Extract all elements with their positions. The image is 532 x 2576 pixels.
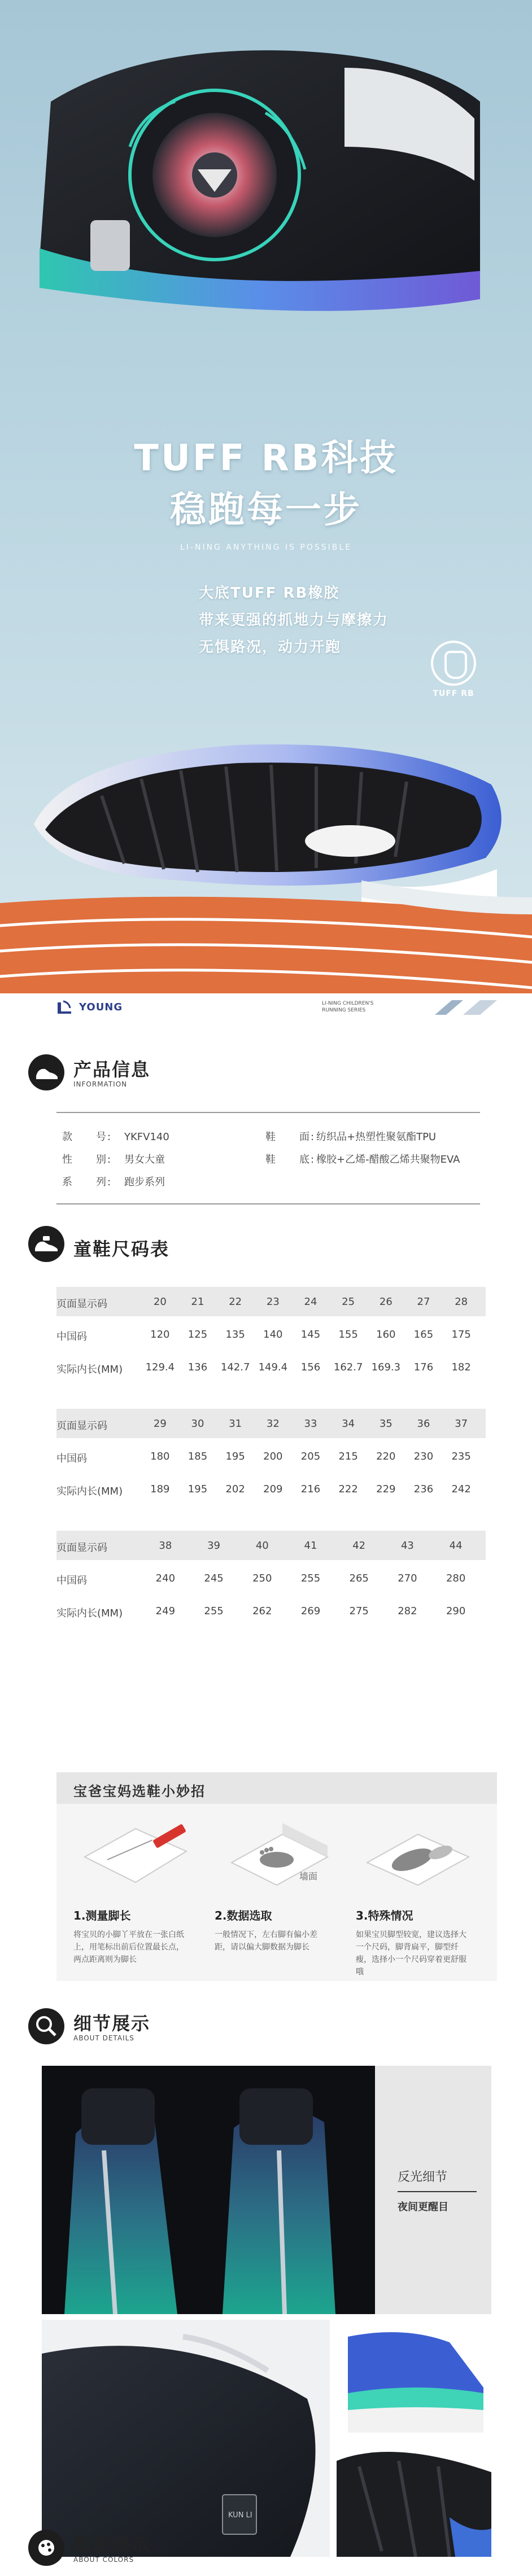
size-cell: 205 (300, 1451, 321, 1462)
shoe-top-closeup (28, 34, 497, 327)
detail-caption-panel (375, 2066, 491, 2314)
info-value: YKFV140 (124, 1131, 169, 1143)
size-cell: 235 (451, 1451, 471, 1462)
tip-text: 如果宝贝脚型较宽，建议选择大一个尺码，脚背扁平，脚型纤瘦，选择小一个尺码穿着更舒服哦 (356, 1930, 466, 1977)
hero-feature-3: 无惧路况，动力开跑 (199, 639, 342, 656)
size-row-label: 实际内长(MM) (56, 1607, 123, 1619)
section-header-colors (28, 2529, 503, 2568)
size-row-inner (56, 1352, 486, 1382)
section-title: 童鞋尺码表 (73, 1238, 170, 1260)
wall-label: 墙面 (299, 1871, 318, 1882)
size-cell: 31 (229, 1418, 242, 1430)
tips-banner (56, 1772, 497, 1804)
size-cell: 262 (252, 1605, 272, 1617)
size-cell: 44 (449, 1540, 463, 1552)
detail-caption-sub: 夜间更醒目 (398, 2201, 448, 2213)
hero-feature-2: 带来更强的抓地力与摩擦力 (199, 612, 389, 629)
tuff-rb-badge-label: TUFF RB (433, 689, 474, 698)
size-cell: 290 (446, 1605, 466, 1617)
tip-text: 将宝贝的小脚丫平放在一张白纸上，用笔标出前后位置最长点，两点距离则为脚长 (73, 1930, 184, 1964)
size-cell: 250 (252, 1572, 272, 1584)
size-cell: 21 (191, 1296, 204, 1308)
brand-footer (0, 993, 532, 1022)
divider (56, 1203, 480, 1204)
size-cell: 255 (300, 1572, 321, 1584)
size-row-display (56, 1531, 486, 1560)
info-key: 鞋 面: (265, 1131, 316, 1143)
size-cell: 269 (300, 1605, 321, 1617)
info-key: 款 号: (62, 1131, 112, 1143)
size-cell: 41 (304, 1540, 317, 1552)
size-cell: 240 (155, 1572, 176, 1584)
brand-young: YOUNG (79, 1001, 123, 1013)
hero-banner (0, 0, 532, 1022)
section-header-size-chart (28, 1225, 503, 1264)
detail-photo-heel-reflective (42, 2066, 375, 2314)
running-track (0, 880, 532, 993)
series-label (322, 1000, 373, 1014)
hero-title-line2: 稳跑每一步 (170, 489, 362, 531)
info-key: 性 别: (62, 1154, 112, 1166)
section-subtitle: ABOUT DETAILS (73, 2034, 134, 2042)
size-cell: 280 (446, 1572, 466, 1584)
size-cell: 140 (263, 1329, 283, 1340)
info-style-number (62, 1129, 169, 1144)
detail-photo-toe (42, 2320, 330, 2557)
tips-banner-title: 宝爸宝妈选鞋小妙招 (73, 1784, 206, 1799)
size-cell: 156 (300, 1361, 321, 1373)
section-title: 细节展示 (73, 2013, 151, 2034)
tip-text: 一般情况下，左右脚有偏小差距，请以偏大脚数据为脚长 (215, 1930, 317, 1952)
detail-photo-heel-side (337, 2320, 491, 2433)
size-cell: 230 (413, 1451, 434, 1462)
size-cell: 200 (263, 1451, 283, 1462)
divider (398, 2191, 477, 2192)
size-cell: 169.3 (371, 1361, 401, 1373)
size-cell: 275 (349, 1605, 369, 1617)
tip-special (356, 1817, 491, 1978)
shoe-tag: KUN LI (228, 2511, 252, 2520)
size-cell: 28 (455, 1296, 468, 1308)
magnifier-icon (28, 2008, 64, 2044)
size-cell: 255 (204, 1605, 224, 1617)
info-value: 橡胶+乙烯-醋酸乙烯共聚物EVA (316, 1154, 460, 1166)
series-logo-mark (429, 998, 503, 1017)
size-row-display (56, 1409, 486, 1438)
size-cell: 195 (187, 1483, 208, 1495)
size-cell: 20 (153, 1296, 167, 1308)
size-cell: 165 (413, 1329, 434, 1340)
info-value: 纺织品+热塑性聚氨酯TPU (316, 1131, 437, 1143)
size-cell: 23 (266, 1296, 280, 1308)
size-row-label: 实际内长(MM) (56, 1364, 123, 1375)
foot-wall-illustration (215, 1817, 339, 1896)
footprint-icon (431, 641, 476, 686)
size-cell: 145 (300, 1329, 321, 1340)
size-cell: 39 (207, 1540, 220, 1552)
tip-title: 1.测量脚长 (73, 1909, 131, 1922)
size-cell: 142.7 (220, 1361, 250, 1373)
size-cell: 129.4 (145, 1361, 175, 1373)
tip-title: 2.数据选取 (215, 1909, 272, 1922)
size-cell: 22 (229, 1296, 242, 1308)
kids-shoe-icon (28, 1226, 64, 1262)
size-cell: 33 (304, 1418, 317, 1430)
size-cell: 29 (153, 1418, 167, 1430)
size-row-label: 中国码 (56, 1453, 87, 1465)
tip-data (215, 1817, 350, 1953)
size-row-chinese (56, 1320, 486, 1349)
info-series (62, 1174, 165, 1189)
size-row-label: 中国码 (56, 1331, 87, 1343)
size-tips-panel (56, 1772, 497, 1981)
info-key: 鞋 底: (265, 1154, 316, 1166)
size-cell: 245 (204, 1572, 224, 1584)
size-cell: 249 (155, 1605, 176, 1617)
size-cell: 42 (352, 1540, 366, 1552)
size-cell: 25 (342, 1296, 355, 1308)
size-cell: 195 (225, 1451, 245, 1462)
size-cell: 265 (349, 1572, 369, 1584)
size-cell: 215 (338, 1451, 358, 1462)
info-sole-material (265, 1151, 460, 1166)
size-cell: 242 (451, 1483, 471, 1495)
section-title: 产品信息 (73, 1059, 151, 1080)
size-cell: 37 (455, 1418, 468, 1430)
size-cell: 34 (342, 1418, 355, 1430)
size-cell: 270 (398, 1572, 417, 1584)
footprint-illustration (356, 1817, 480, 1896)
size-row-label: 页面显示码 (56, 1298, 107, 1310)
shoe-icon (28, 1054, 64, 1090)
size-row-chinese (56, 1442, 486, 1471)
tuff-rb-badge (429, 641, 478, 703)
size-cell: 38 (159, 1540, 172, 1552)
size-cell: 175 (451, 1329, 471, 1340)
size-cell: 36 (417, 1418, 430, 1430)
size-cell: 220 (376, 1451, 396, 1462)
section-header-information (28, 1053, 503, 1093)
size-cell: 180 (150, 1451, 170, 1462)
size-row-label: 页面显示码 (56, 1420, 107, 1432)
size-cell: 182 (451, 1361, 471, 1373)
size-cell: 24 (304, 1296, 317, 1308)
size-cell: 155 (338, 1329, 358, 1340)
size-cell: 229 (376, 1483, 396, 1495)
size-row-display (56, 1287, 486, 1316)
info-upper-material (265, 1129, 436, 1144)
size-row-inner (56, 1596, 486, 1626)
size-row-chinese (56, 1563, 486, 1593)
info-value: 跑步系列 (124, 1176, 165, 1188)
palette-icon (28, 2530, 64, 2566)
li-ning-logo-icon (56, 1000, 73, 1015)
size-cell: 176 (413, 1361, 434, 1373)
info-value: 男女大童 (124, 1154, 165, 1166)
size-cell: 43 (400, 1540, 414, 1552)
size-row-label: 页面显示码 (56, 1542, 107, 1554)
detail-caption: 反光细节 (398, 2170, 448, 2184)
section-title: 配色展示 (73, 2534, 151, 2556)
size-cell: 160 (376, 1329, 396, 1340)
tip-title: 3.特殊情况 (356, 1909, 413, 1922)
size-row-label: 实际内长(MM) (56, 1486, 123, 1497)
size-cell: 216 (300, 1483, 321, 1495)
size-cell: 136 (187, 1361, 208, 1373)
hero-title-line1: TUFF RB科技 (134, 437, 398, 479)
info-key: 系 列: (62, 1176, 112, 1188)
size-cell: 202 (225, 1483, 245, 1495)
size-cell: 189 (150, 1483, 170, 1495)
size-cell: 149.4 (258, 1361, 288, 1373)
size-cell: 26 (379, 1296, 393, 1308)
section-header-details (28, 2007, 503, 2047)
series-label-line2: RUNNING SERIES (322, 1007, 366, 1013)
size-cell: 162.7 (333, 1361, 363, 1373)
size-cell: 185 (187, 1451, 208, 1462)
size-cell: 35 (379, 1418, 393, 1430)
size-cell: 40 (255, 1540, 269, 1552)
paper-pen-illustration (73, 1817, 198, 1896)
size-cell: 30 (191, 1418, 204, 1430)
size-cell: 120 (150, 1329, 170, 1340)
size-cell: 135 (225, 1329, 245, 1340)
size-cell: 32 (266, 1418, 280, 1430)
size-row-inner (56, 1474, 486, 1504)
size-cell: 222 (338, 1483, 358, 1495)
section-subtitle: INFORMATION (73, 1080, 128, 1088)
divider (56, 1112, 480, 1113)
size-cell: 209 (263, 1483, 283, 1495)
size-cell: 236 (413, 1483, 434, 1495)
hero-feature-1: 大底TUFF RB橡胶 (199, 585, 340, 602)
info-gender (62, 1151, 165, 1166)
size-cell: 282 (398, 1605, 417, 1617)
tip-measure (73, 1817, 209, 1966)
section-subtitle: ABOUT COLORS (73, 2556, 134, 2564)
hero-slogan: LI-NING ANYTHING IS POSSIBLE (180, 543, 352, 552)
size-row-label: 中国码 (56, 1575, 87, 1587)
size-cell: 125 (187, 1329, 208, 1340)
size-cell: 27 (417, 1296, 430, 1308)
series-label-line1: LI-NING CHILDREN'S (322, 1001, 374, 1006)
